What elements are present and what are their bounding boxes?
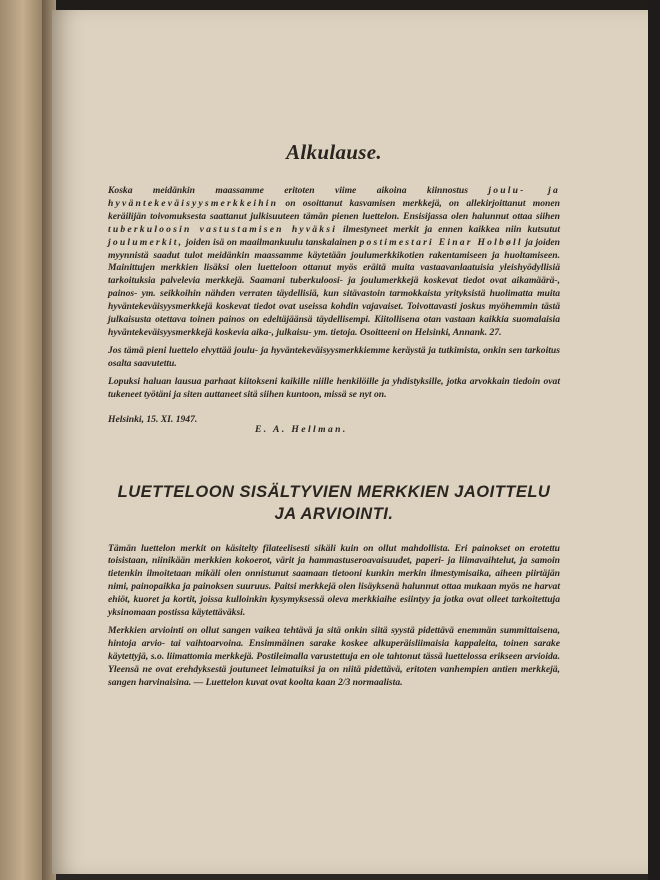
page-content xyxy=(108,140,560,689)
text-run: Koska meidänkin maassamme eritoten viime aikoina kiinnostus xyxy=(108,185,489,196)
spaced-emphasis: postimestari Einar Holbøll xyxy=(359,236,523,248)
preface-paragraph-2: Jos tämä pieni luettelo elvyttää joulu- ja hyväntekeväisyysmerkkiemme keräystä ja tutkimista, onkin sen tarkoitus osalta saavutettu. xyxy=(108,344,560,369)
preface-paragraph-1 xyxy=(108,185,560,340)
signature: E. A. Hellman. xyxy=(255,423,348,435)
section-body xyxy=(108,543,560,690)
section-paragraph-1: Tämän luettelon merkit on käsitelty filateelisesti sikäli kuin on ollut mahdollista. Eri painokset on erotettu toisistaan, niinikään merkkien kokoerot, värit ja hammastuseroavaisuudet, paperi- ja liimavaihtelut, ja samoin tietenkin ilmoitetaan mikäli olen onnistunut saamaan tietooni kunkin merkin ilmestymisaika, aiheen piirtäjän nimi, painopaikka ja painoksen suuruus. Paitsi merkkejä olen lisäyksenä halunnut ottaa mukaan myös ne harvat ehiöt, kuoret ja kortit, joissa kulloinkin kysymyksessä oleva merkkiaihe esiintyy ja jotka ovat olleet tarkoitettuja yksinomaan postissa käytettäväksi. xyxy=(108,542,560,619)
background-top xyxy=(0,0,660,10)
section-heading xyxy=(108,481,560,525)
text-run: ja joiden myynnistä saadut tulot meidänkin maassamme käytetään joulumerkkikotien rakentamiseen ja huoltamiseen. Mainittujen merkkien lisäksi olen luetteloon ottanut myös eräitä muita vastaavanlaatuisia yleishyödyllisiä tarkoituksia palvelevia merkkejä. Saamani tuberkuloosi- ja joulumerkkejä koskevat tiedot ovat aikamäärä-, painos- ym. seikkoihin nähden verraten täydellisiä, kun sitävastoin tarmokkaista yrityksistä huolimatta muita hyväntekeväisyysmerkkejä koskevat tiedot ovat useissa kohdin vajavaiset. Toivottavasti joskus myöhemmin tästä julkaisusta otettava toinen painos on edeltäjäänsä täydellisempi. Kiitollisena otan vastaan kaikkia suomalaisia hyväntekeväisyysmerkkejä koskevia aika-, julkaisu- ym. tietoja. Osoitteeni on Helsinki, Annank. 27. xyxy=(108,236,561,338)
spaced-emphasis: joulumerkit, xyxy=(108,236,184,248)
text-run: joiden isä on maailmankuulu tanskalainen xyxy=(183,236,360,248)
place-date: Helsinki, 15. XI. 1947. xyxy=(108,413,198,425)
section-heading-line-1: LUETTELOON SISÄLTYVIEN MERKKIEN JAOITTELU xyxy=(117,482,551,501)
text-run: ilmestyneet merkit ja ennen kaikkea niin kutsutut xyxy=(337,223,560,235)
signature-block xyxy=(108,413,560,435)
spaced-emphasis: tuberkuloosin vastustamisen hyväksi xyxy=(108,223,338,235)
section-heading-line-2: JA ARVIOINTI. xyxy=(274,504,394,523)
preface-paragraph-3: Lopuksi haluan lausua parhaat kiitokseni kaikille niille henkilöille ja yhdistyksille, jotka arvokkain tiedoin ovat tukeneet työtäni ja siten auttaneet sitä siihen kuntoon, missä se nyt on. xyxy=(108,375,560,400)
spaced-emphasis: joulu- ja hyväntekeväisyysmerkkeihin xyxy=(108,185,560,209)
section-paragraph-2: Merkkien arviointi on ollut sangen vaikea tehtävä ja sitä onkin siitä syystä pidettävä enemmän summittaisena, hintoja arvio- tai vaihtoarvoina. Ensimmäinen sarake koskee alkuperäisliimaisia kappaleita, toinen sarake käytettyjä, s.o. liimattomia merkkejä. Postileimalla varustettuja en ole tahtonut tässä luettelossa erikseen arvioida. Yleensä ne ovat erehdyksestä joutuneet leimatuiksi ja on niitä pidettävä, eritoten vanhempien antien merkkejä, sangen harvinaisina. — Luettelon kuvat ovat koolta kaan 2/3 normaalista. xyxy=(108,624,560,688)
left-page-edge xyxy=(0,0,46,880)
background-right xyxy=(648,0,660,880)
text-run: on osoittanut kasvamisen merkkejä, on allekirjoittanut monen keräilijän toivomuksesta saattanut julkisuuteen tämän pienen luettelon. Ensisijassa olen halunnut ottaa siihen xyxy=(108,197,560,222)
preface-heading: Alkulause. xyxy=(286,140,382,164)
